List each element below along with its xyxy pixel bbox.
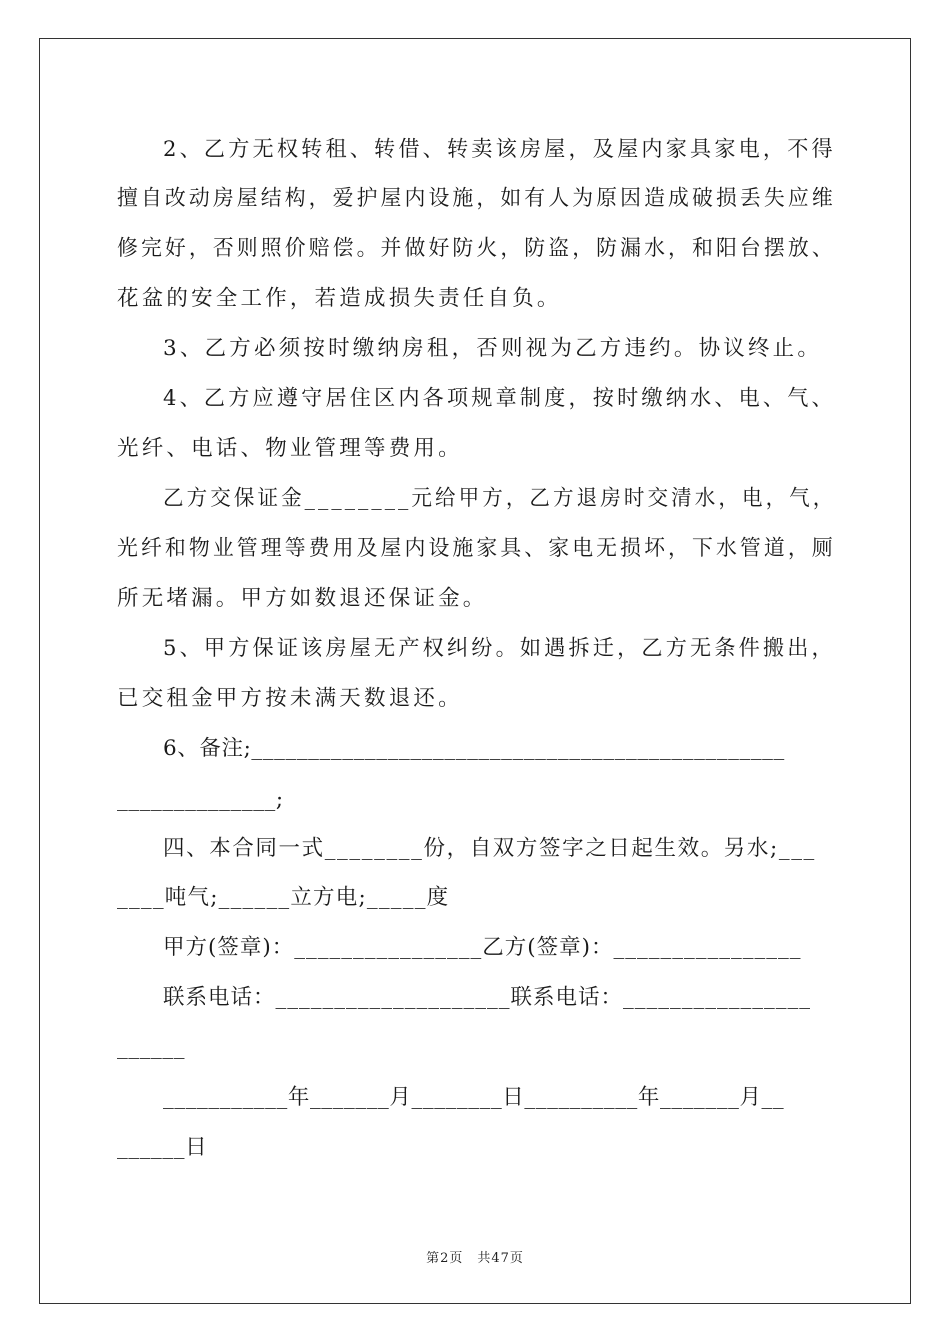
text-line: 光纤和物业管理等费用及屋内设施家具、家电无损坏，下水管道，厕 xyxy=(117,536,836,561)
text-line: ____吨气;______立方电;_____度 xyxy=(117,885,450,910)
text-line: 5、甲方保证该房屋无产权纠纷。如遇拆迁，乙方无条件搬出， xyxy=(163,636,836,661)
text-line: 所无堵漏。甲方如数退还保证金。 xyxy=(117,586,488,611)
text-line: 4、乙方应遵守居住区内各项规章制度，按时缴纳水、电、气、 xyxy=(163,386,836,411)
text-line: 甲方(签章)：________________乙方(签章)：________________ xyxy=(163,935,802,960)
text-line: ______日 xyxy=(117,1135,208,1160)
text-line: 擅自改动房屋结构，爱护屋内设施，如有人为原因造成破损丢失应维 xyxy=(117,186,836,211)
page-border xyxy=(39,38,911,1304)
text-line: 2、乙方无权转租、转借、转卖该房屋，及屋内家具家电，不得 xyxy=(163,137,836,162)
text-line: 6、备注;_______________________________________________ xyxy=(163,736,785,761)
text-line: 3、乙方必须按时缴纳房租，否则视为乙方违约。协议终止。 xyxy=(163,336,823,361)
text-line: 已交租金甲方按未满天数退还。 xyxy=(117,686,463,711)
text-line: 四、本合同一式________份，自双方签字之日起生效。另水;___ xyxy=(163,836,816,861)
text-line: 花盆的安全工作，若造成损失责任自负。 xyxy=(117,286,562,311)
text-line: 乙方交保证金________元给甲方，乙方退房时交清水，电，气， xyxy=(163,486,837,511)
text-line: 修完好，否则照价赔偿。并做好防火，防盗，防漏水，和阳台摆放、 xyxy=(117,236,836,261)
text-line: 联系电话：____________________联系电话：________________ xyxy=(163,985,812,1010)
page-number: 第2页 共47页 xyxy=(426,1251,524,1266)
text-line: ______________; xyxy=(117,787,284,812)
text-line: ______ xyxy=(117,1035,186,1060)
text-line: ___________年_______月________日__________年_______月__ xyxy=(163,1085,785,1110)
text-line: 光纤、电话、物业管理等费用。 xyxy=(117,436,463,461)
